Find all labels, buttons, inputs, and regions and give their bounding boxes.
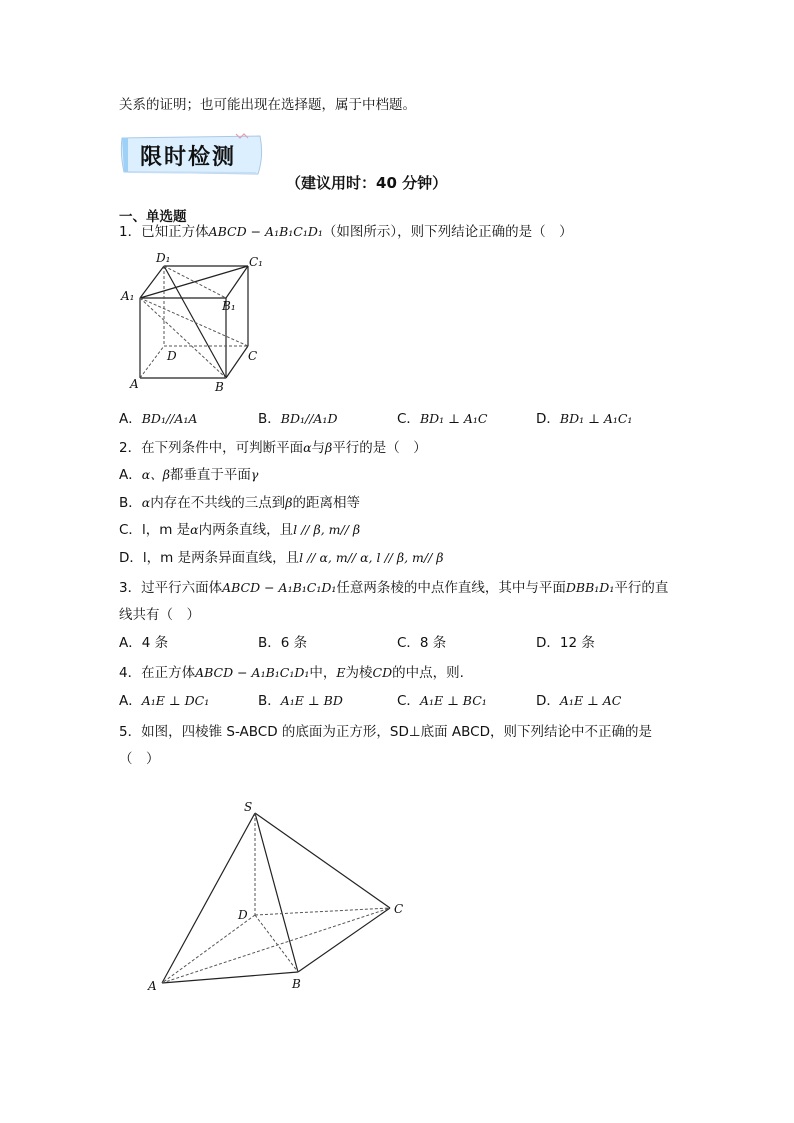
q3-option-b[interactable]: B．6 条 (258, 635, 308, 651)
section-heading: 一、单选题 (119, 209, 187, 225)
label-b1: B₁ (222, 299, 236, 313)
label-d: D (167, 349, 177, 363)
q2-option-c[interactable]: C．l，m 是α内两条直线，且l // β, m// β (119, 522, 361, 538)
pyramid-figure (140, 795, 420, 1000)
label-a1: A₁ (121, 289, 135, 303)
label-d1: D₁ (156, 251, 171, 265)
label-b: B (215, 380, 224, 394)
q1-option-b[interactable]: B．BD₁//A₁D (258, 411, 338, 427)
q4-option-a[interactable]: A．A₁E ⊥ DC₁ (119, 693, 210, 709)
label-a: A (148, 979, 157, 993)
q3-option-c[interactable]: C．8 条 (397, 635, 447, 651)
q1-option-d[interactable]: D．BD₁ ⊥ A₁C₁ (536, 411, 633, 427)
q2-option-b[interactable]: B．α内存在不共线的三点到β的距离相等 (119, 495, 360, 511)
label-c: C (394, 902, 404, 916)
q3-option-d[interactable]: D．12 条 (536, 635, 595, 651)
question-5-stem-line2: （ ） (119, 751, 160, 767)
q1-option-c[interactable]: C．BD₁ ⊥ A₁C (397, 411, 488, 427)
q1-option-a[interactable]: A．BD₁//A₁A (119, 411, 198, 427)
label-b: B (292, 977, 301, 991)
q1-cube-name: ABCD − A₁B₁C₁D₁ (208, 224, 323, 239)
label-c1: C₁ (249, 255, 263, 269)
q4-option-c[interactable]: C．A₁E ⊥ BC₁ (397, 693, 487, 709)
label-a: A (130, 377, 139, 391)
recommended-time: （建议用时：40 分钟） (286, 174, 448, 192)
label-d: D (238, 908, 248, 922)
q4-option-d[interactable]: D．A₁E ⊥ AC (536, 693, 622, 709)
label-s: S (244, 800, 253, 814)
banner-title: 限时检测 (140, 144, 237, 170)
question-5-stem: 5．如图，四棱锥 S-ABCD 的底面为正方形，SD⊥底面 ABCD，则下列结论中不正确的是 (119, 724, 652, 740)
intro-line: 关系的证明；也可能出现在选择题，属于中档题。 (119, 97, 416, 113)
question-2-stem: 2．在下列条件中，可判断平面α与β平行的是（ ） (119, 440, 427, 456)
question-3-stem-line2: 线共有（ ） (119, 607, 200, 623)
q2-option-a[interactable]: A．α、β都垂直于平面γ (119, 467, 259, 483)
q3-option-a[interactable]: A．4 条 (119, 635, 169, 651)
question-3-stem: 3．过平行六面体ABCD − A₁B₁C₁D₁任意两条棱的中点作直线，其中与平面DBB₁D₁平行的直 (119, 580, 669, 596)
question-4-stem: 4．在正方体ABCD − A₁B₁C₁D₁中，E为棱CD的中点，则. (119, 665, 464, 681)
question-1-stem: 1．已知正方体ABCD − A₁B₁C₁D₁（如图所示），则下列结论正确的是（ ） (119, 224, 573, 240)
q2-option-d[interactable]: D．l，m 是两条异面直线，且l // α, m// α, l // β, m// β (119, 550, 444, 566)
q4-option-b[interactable]: B．A₁E ⊥ BD (258, 693, 343, 709)
label-c: C (248, 349, 258, 363)
cube-figure (120, 250, 280, 395)
